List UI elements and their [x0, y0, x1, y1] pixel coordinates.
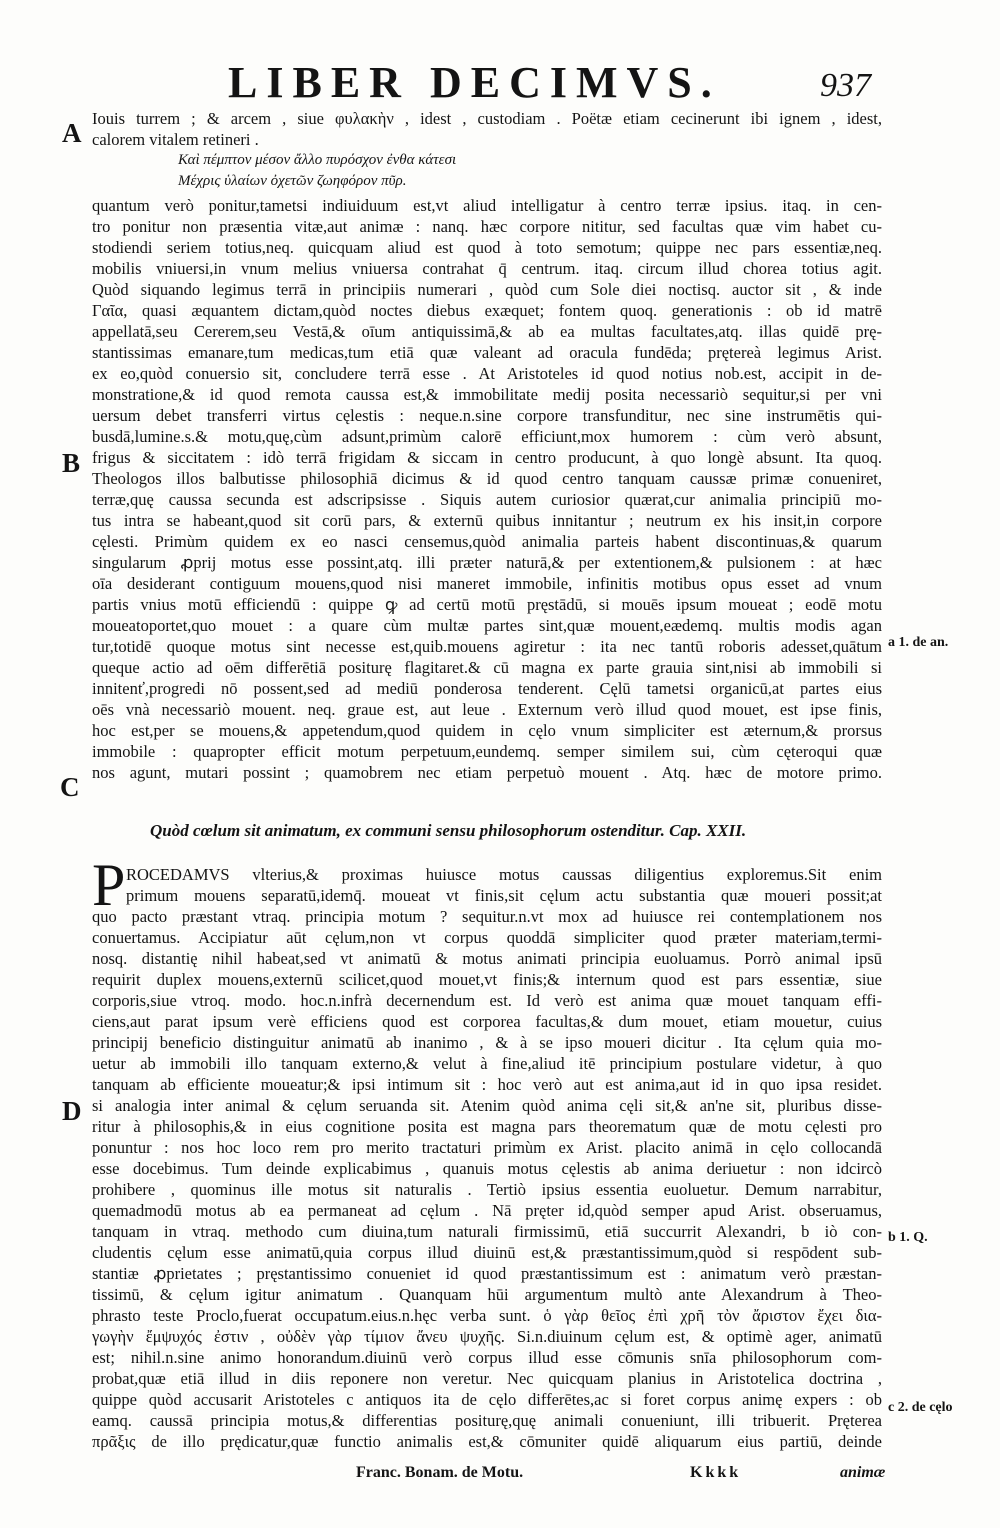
text-line: oīa desiderant contiguum mouens,quod nisi maneret immobile, infinitis motibus opus esset ad vnum	[92, 574, 882, 593]
margin-letter-d: D	[62, 1096, 82, 1126]
text-line: ponuntur : nos hoc loco rem pro merito tractaturi primùm ex Arist. placito animā in cęlo collocandā	[92, 1138, 882, 1157]
text-line: tur,totidē quoque motus sint necesse est,quib.mouens agiretur : ita nec tantū roboris adesset,quātum	[92, 637, 882, 656]
text-line: quemadmodū motus ab ea permaneat ad cęlum . Nā pręter id,quòd semper apud Arist. obseruamus,	[92, 1201, 882, 1220]
text-line: cludentis cęlum esse animatū,quia corpus illud diuinū est,& præstantissimum,quòd si respōdent sub-	[92, 1243, 882, 1262]
text-line: Iouis turrem ; & arcem , siue φυλακὴν , idest , custodiam . Poëtæ etiam cecinerunt ibi ignem , idest,	[92, 109, 882, 128]
text-line: queque actio ad oēm differētiā positurę flagitaret.& cū magna ex parte grauia sint,nisi ab immobili si	[92, 658, 882, 677]
text-line: moueatoportet,quo mouet : a quare cùm multæ partes sint,quæ mouent,eædemq. multis modis agan	[92, 616, 882, 635]
text-line: tanquam ab efficiente moueatur;& ipsi intimum sit : hoc verò aut est anima,aut id in quo ipsa residet.	[92, 1075, 882, 1094]
text-line: stantissimas emanare,tum medicas,tum etiā quæ valeant ad oracula fundēda; prętereà legimus Arist.	[92, 343, 882, 362]
margin-note-b: b 1. Q.	[888, 1230, 928, 1245]
text-line: phrasto teste Proclo,fuerat occupatum.eius.n.hęc verba sunt. ὁ γὰρ θεῖος ἐπὶ χρῆ τὸν ἄριστον ἔχει δια-	[92, 1306, 882, 1325]
chapter-paragraph	[92, 864, 882, 1452]
text-line: innitenť,progredi nō possent,sed ad mediū ponderosa tenderent. Cęlū tametsi organicū,at partes eius	[92, 679, 882, 698]
text-line: hoc est,per se mouens,& appetendum,quod quidem in cęlo vnum simpliciter est æternum,& prorsus	[92, 721, 882, 740]
drop-cap: P	[92, 852, 126, 918]
text-line: requirit duplex mouens,externū scilicet,quod mouet,vt finis;& internum quod est pars essentiæ, siue	[92, 970, 882, 989]
book-title: LIBER DECIMVS.	[228, 58, 721, 107]
text-line: Γαῖα, quasi æquantem dictam,quòd noctes diebus exæquet; fontem quoq. generationis : ob id matrē	[92, 301, 882, 320]
text-line: primum mouens separatū,idemq̄. moueat vt finis,sit cęlum actu substantia quæ moueri possit;at	[126, 886, 882, 905]
text-line: corporis,siue vtroq. modo. hoc.n.infrà decernendum est. Id verò est anima quæ mouet tanquam effi-	[92, 991, 882, 1010]
text-line: singularum ꝓprij motus esse possint,atq. illi præter naturā,& per extentionem,& pulsionem : at hæc	[92, 553, 882, 572]
text-line: si analogia inter animal & cęlum seruanda sit. Atenim quòd anima cęli sit,& an'ne sit, pluribus disse-	[92, 1096, 882, 1115]
greek-verse-line: Καὶ πέμπτον μέσον ἄλλο πυρόσχον ἐνθα κάτεσι	[178, 152, 457, 168]
text-line: principij beneficio distinguitur animatū ab inanimo , & à se ipso moueri dicitur . Ita cęlum quia mo-	[92, 1033, 882, 1052]
text-line: est; nihil.n.sine animo honorandum.diuinū verò corpus illud esse cōmunis snīa philosophorum com-	[92, 1348, 882, 1367]
text-line: tus intra se habeant,quod sit corū pars, & externū quibus innitantur ; neutrum ex his insit,in corpore	[92, 511, 882, 530]
text-line: immobile : quapropter efficit motum perpetuum,eundemq. semper similem sui, cùm cęteroqui quæ	[92, 742, 882, 761]
text-line: eamq. caussā principia motus,& differentias positurę,quę animali conueniunt, illi tribuerit. Pręterea	[92, 1411, 882, 1430]
text-line: quippe quòd accusarit Aristoteles c antiquos ita de cęlo differētes,ac si foret corpus animę expers : ob	[92, 1390, 882, 1409]
footer-source: Franc. Bonam. de Motu.	[356, 1464, 524, 1481]
margin-note-a: a 1. de an.	[888, 635, 949, 650]
text-line: nos agunt, mutari possint ; quamobrem nec etiam perpetuò mouent . Atq. hæc de motore primo.	[92, 763, 882, 782]
text-line: oēs vnà necessariò mouent. neq. graue est, aut leue . Externum verò illud quod mouet, est ipse finis,	[92, 700, 882, 719]
margin-letter-c: C	[60, 772, 80, 802]
text-line: busdā,lumine.s.& motu,quę,cùm adsunt,primùm calorē efficiunt,mox humorem : cùm verò absunt,	[92, 427, 882, 446]
text-line: uersum debet transferri virtus cęlestis : neque.n.sine corpore transfunditur, nec sine instrumētis qui-	[92, 406, 882, 425]
text-line: mobilis vniuersi,in vnum melius vniuersa contrahat q̄ centrum. itaq. circum illud chorea totius agit.	[92, 259, 882, 278]
chapter-heading: Quòd cœlum sit animatum, ex communi sensu philosophorum ostenditur. Cap. XXII.	[150, 821, 747, 840]
text-line: partis vnius motū efficiendū : quippe ꝙ ad certū motū pręstādū, si mouēs ipsum moueat ; eodē motu	[92, 595, 882, 614]
text-line: calorem vitalem retineri .	[92, 130, 259, 149]
greek-verse-line: Μέχρις ὑλαίων ὀχετῶν ζωηφόρον πῦρ.	[178, 173, 407, 189]
text-line: ritur à philosophis,& in eius cognitione posita est magna pars theorematum quæ de motu cęlesti pro	[92, 1117, 882, 1136]
page-number: 937	[820, 67, 871, 104]
running-head	[0, 58, 1000, 108]
text-line: tissimū, & cęlum igitur animatum . Quanquam hūi argumentum multò ante Alexandrum à Theo-	[92, 1285, 882, 1304]
main-paragraph	[92, 195, 882, 783]
text-line: appellatā,seu Cererem,seu Vestā,& oīum antiquissimā,& ab ea multas facultates,atq. illas quidē prę-	[92, 322, 882, 341]
text-line: frigus & siccitatem : idò terrā frigidam & siccam in centro producunt, à quo longè absunt. Ita quoq.	[92, 448, 882, 467]
text-line: πρᾶξις de illo prędicatur,quæ functio animalis est,& cōmuniter quidē aliquarum eius partiū, deinde	[92, 1432, 882, 1451]
text-line: ex eo,quòd conuersio sit, concludere terrā esse . At Aristoteles id quod notius nob.est, accipit in de-	[92, 364, 882, 383]
text-line: cęlesti. Primùm quidem ex eo nasci censemus,quòd animalia parteis habent discontinuas,& quarum	[92, 532, 882, 551]
margin-note-c: c 2. de cęlo	[888, 1400, 953, 1415]
text-line: stantiæ ꝓprietates ; pręstantissimo conueniet id quod præstantissimum est : animatum verò præstan-	[92, 1264, 882, 1283]
text-line: terræ,quę caussa secunda est adscripsisse . Siquis autem curiosior quærat,cur animalia principiū mo-	[92, 490, 882, 509]
text-line: prohibere , quominus ille motus sit naturalis . Tertiò ipsius essentia euoluetur. Demum narrabitur,	[92, 1180, 882, 1199]
margin-letter-b: B	[62, 448, 81, 478]
text-line: quantum verò ponitur,tametsi indiuiduum est,vt aliud intelligatur à centro terræ ipsius. itaq. in cen-	[92, 196, 882, 215]
text-line: nosq. distantię nihil habeat,sed vt animatū & motus animati principia euoluamus. Porrò animal ipsū	[92, 949, 882, 968]
signature-mark: Kkkk	[690, 1464, 742, 1481]
text-line: Quòd siquando legimus terrā in principiis numerari , quòd cum Sole diei noctisq. auctor sit , & inde	[92, 280, 882, 299]
margin-letter-a: A	[62, 118, 82, 148]
catchword: animæ	[840, 1464, 886, 1481]
text-line: tro ponitur non præsentia vitæ,aut animæ : nanq. hæc corpore nititur, sed facultas quæ vim habet cu-	[92, 217, 882, 236]
text-line: ciens,aut parat ipsum verè efficiens quod est corporea facultas,& dum mouet, etiam mouetur, cuius	[92, 1012, 882, 1031]
text-line: tanquam in vtraq. methodo cum diuina,tum naturali firmissimū, etiā succurrit Alexandri, b iò con-	[92, 1222, 882, 1241]
text-line: γωγὴν ἔμψυχός ἐστιν , οὐδὲν γὰρ τίμιον ἄνευ ψυχῆς. Si.n.diuinum cęlum est, & optimè ager, animatū	[92, 1327, 882, 1346]
text-line: ROCEDAMVS vlterius,& proximas huiusce motus caussas diligentius exploremus.Sit enim	[126, 865, 882, 884]
text-line: probat,quæ etiā illud in diis reponere non veretur. Nec quicquam planius in Aristotelica doctrina ,	[92, 1369, 882, 1388]
text-line: conuertamus. Accipiatur aūt cęlum,non vt corpus quoddā simpliciter quod præter materiam,termi-	[92, 928, 882, 947]
opening-paragraph	[92, 108, 882, 192]
text-line: quo pacto præstant vtraq. principia motum ? sequitur.n.vt mox ad huiusce rei contemplationem nos	[92, 907, 882, 926]
text-line: Theologos illos balbutisse philosophiā dicimus & id quod centro tanquam caussæ primæ conueniret,	[92, 469, 882, 488]
text-line: uetur ab immobili illo tanquam externo,& velut à fine,aliud itē principium postulare videtur, à quo	[92, 1054, 882, 1073]
text-line: monstratione,& id quod remota caussa est,& immobilitate medij posita necessariò sequitur,si per vni	[92, 385, 882, 404]
page-footer	[0, 1462, 1000, 1492]
text-line: stodiendi seriem totius,neq. quicquam aliud est quod à toto semotum; quippe nec pars essentiæ,neq.	[92, 238, 882, 257]
text-line: esse docebimus. Tum deinde explicabimus , quanuis motus cęlestis ab anima deriuetur : non idcircò	[92, 1159, 882, 1178]
